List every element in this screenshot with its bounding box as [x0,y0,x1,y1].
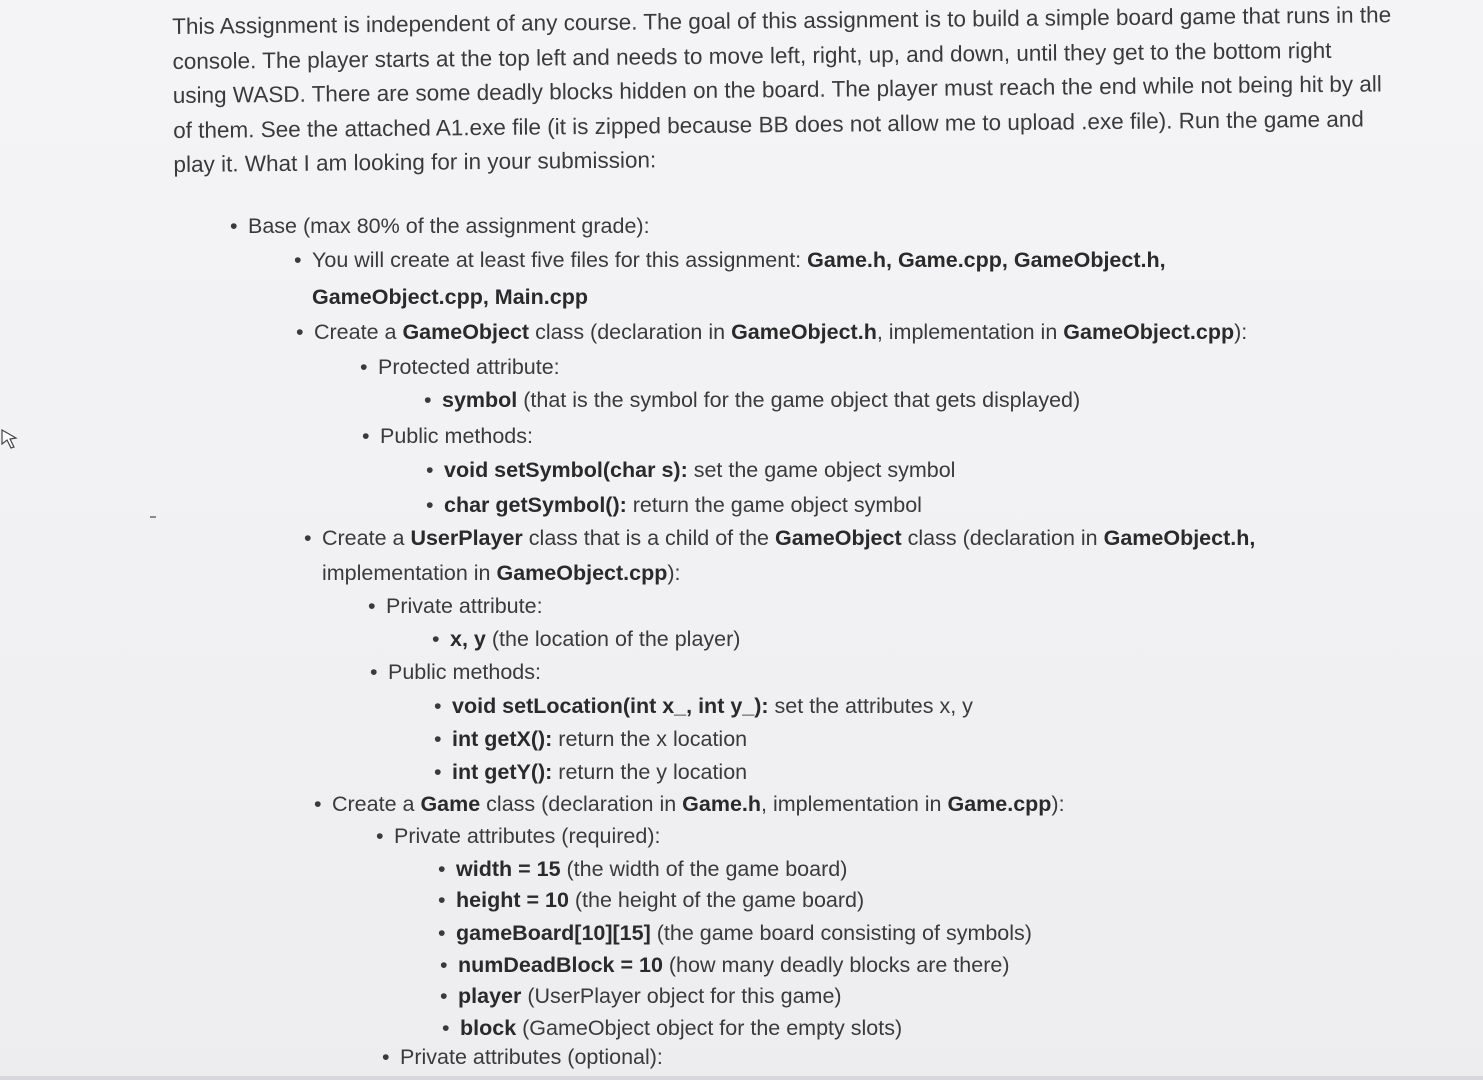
list-item-block: • block (GameObject object for the empty slots) [442,1016,903,1040]
intro-paragraph [172,0,1424,182]
list-item-public-methods-2: • Public methods: [370,660,541,684]
list-item-private-optional: • Private attributes (optional): [382,1045,663,1069]
list-item-getsymbol: • char getSymbol(): return the game object symbol [426,493,922,517]
bottom-edge [0,1076,1483,1080]
intro-line-5: play it. What I am looking for in your submission: [173,147,657,177]
list-item-gameboard: • gameBoard[10][15] (the game board consisting of symbols) [438,921,1032,945]
list-item-private-attribute: • Private attribute: [368,594,543,618]
list-item-setsymbol: • void setSymbol(char s): set the game object symbol [426,458,956,482]
list-item-gety: • int getY(): return the y location [434,760,748,784]
list-item-userplayer: • Create a UserPlayer class that is a child of the GameObject class (declaration in GameObject.h, [304,526,1256,550]
mouse-pointer-icon [0,428,22,450]
intro-line-1: This Assignment is independent of any course. The goal of this assignment is to build a simple board game that runs in the [172,2,1392,39]
list-item-public-methods: • Public methods: [362,424,533,448]
intro-line-4: of them. See the attached A1.exe file (it is zipped because BB does not allow me to upload .exe file). Run the game and [173,106,1364,143]
base-label: Base (max 80% of the assignment grade): [248,214,650,238]
list-item-gameobject: • Create a GameObject class (declaration in GameObject.h, implementation in GameObject.cpp): [296,320,1248,344]
list-item-private-required: • Private attributes (required): [376,824,661,848]
list-item-files-cont: GameObject.cpp, Main.cpp [312,285,588,309]
list-item-width: • width = 15 (the width of the game board) [438,857,848,881]
list-item-userplayer-cont: implementation in GameObject.cpp): [322,561,681,585]
list-item-files: • You will create at least five files for this assignment: Game.h, Game.cpp, GameObject.h, [294,248,1166,272]
list-item-protected: • Protected attribute: [360,355,560,379]
list-item-getx: • int getX(): return the x location [434,727,748,751]
list-item-xy: • x, y (the location of the player) [432,627,741,651]
list-item-game: • Create a Game class (declaration in Game.h, implementation in Game.cpp): [314,792,1065,816]
list-item-height: • height = 10 (the height of the game board) [438,888,865,912]
list-item-setlocation: • void setLocation(int x_, int y_): set the attributes x, y [434,694,973,718]
list-item-numdeadblock: • numDeadBlock = 10 (how many deadly blocks are there) [440,953,1010,977]
list-item-player: • player (UserPlayer object for this game) [440,984,842,1008]
intro-line-2: console. The player starts at the top left and needs to move left, right, up, and down, until they get to the bottom right [172,37,1332,74]
list-item-symbol: • symbol (that is the symbol for the game object that gets displayed) [424,388,1081,412]
intro-line-3: using WASD. There are some deadly blocks hidden on the board. The player must reach the end while not being hit by all [172,71,1382,108]
list-item-base: • Base (max 80% of the assignment grade): [230,214,650,238]
tick-mark [150,516,156,518]
